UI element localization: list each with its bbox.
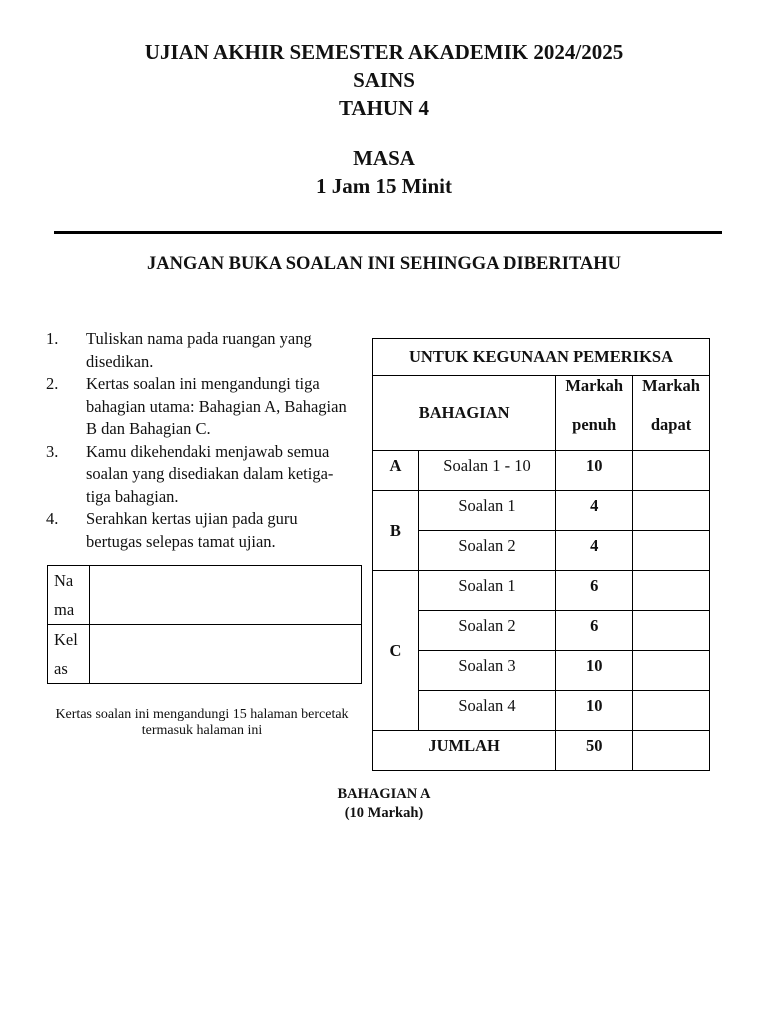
- section-a-label: A: [373, 451, 419, 491]
- table-row: [373, 531, 710, 571]
- instruction-item: [46, 508, 356, 553]
- instruction-item: [46, 373, 356, 441]
- question-cell: Soalan 3: [418, 651, 555, 691]
- table-row: [373, 651, 710, 691]
- section-marks: (10 Markah): [344, 805, 424, 821]
- full-marks-cell: 10: [556, 451, 633, 491]
- class-field[interactable]: [90, 625, 362, 684]
- table-row: [373, 571, 710, 611]
- obtained-marks-cell[interactable]: [633, 531, 710, 571]
- subject-title: SAINS: [353, 68, 415, 92]
- exam-title: UJIAN AKHIR SEMESTER AKADEMIK 2024/2025: [144, 40, 624, 64]
- time-label: MASA: [353, 146, 415, 170]
- instruction-text: Kertas soalan ini mengandungi tiga bahagian utama: Bahagian A, Bahagian B dan Bahagian C.: [86, 374, 347, 438]
- obtained-marks-cell[interactable]: [633, 451, 710, 491]
- student-identity-table: [47, 565, 362, 684]
- instruction-text: Kamu dikehendaki menjawab semua soalan yang disediakan dalam ketiga-tiga bahagian.: [86, 441, 334, 506]
- instruction-number: 4.: [46, 509, 59, 528]
- question-cell: Soalan 2: [418, 531, 555, 571]
- obtained-marks-cell[interactable]: [633, 571, 710, 611]
- full-marks-cell: 4: [556, 531, 633, 571]
- obtained-marks-cell[interactable]: [633, 691, 710, 731]
- question-cell: Soalan 1: [418, 571, 555, 611]
- instruction-number: 1.: [46, 329, 59, 348]
- instruction-item: [46, 328, 356, 373]
- section-column-header: BAHAGIAN: [373, 376, 556, 451]
- instruction-text: Serahkan kertas ujian pada guru bertugas selepas tamat ujian.: [86, 509, 298, 551]
- full-marks-cell: 10: [556, 651, 633, 691]
- year-title: TAHUN 4: [338, 96, 430, 120]
- obtained-marks-cell[interactable]: [633, 611, 710, 651]
- obtained-marks-header: Markah dapat: [633, 376, 710, 451]
- total-row: [373, 731, 710, 771]
- page-count-note: Kertas soalan ini mengandungi 15 halaman bercetak termasuk halaman ini: [55, 707, 349, 738]
- section-b-label: B: [373, 491, 419, 571]
- section-heading: [0, 785, 768, 823]
- section-title: BAHAGIAN A: [337, 786, 431, 802]
- instruction-number: 3.: [46, 441, 59, 461]
- total-obtained-cell[interactable]: [633, 731, 710, 771]
- question-cell: Soalan 2: [418, 611, 555, 651]
- full-marks-cell: 6: [556, 571, 633, 611]
- table-row: [373, 451, 710, 491]
- name-label: Na ma: [48, 566, 90, 625]
- full-marks-header: Markah penuh: [556, 376, 633, 451]
- examiner-table: [372, 338, 710, 771]
- full-marks-cell: 10: [556, 691, 633, 731]
- header-divider: [54, 231, 722, 234]
- table-row: [373, 491, 710, 531]
- full-marks-cell: 4: [556, 491, 633, 531]
- question-cell: Soalan 4: [418, 691, 555, 731]
- section-c-label: C: [373, 571, 419, 731]
- question-cell: Soalan 1 - 10: [418, 451, 555, 491]
- instructions-list: [46, 328, 356, 553]
- name-row: [48, 566, 362, 625]
- total-label: JUMLAH: [373, 731, 556, 771]
- table-row: [373, 691, 710, 731]
- full-marks-cell: 6: [556, 611, 633, 651]
- instruction-text: Tuliskan nama pada ruangan yang disedikan.: [86, 329, 312, 371]
- question-cell: Soalan 1: [418, 491, 555, 531]
- obtained-marks-cell[interactable]: [633, 651, 710, 691]
- class-label: Kel as: [48, 625, 90, 684]
- examiner-table-title: UNTUK KEGUNAAN PEMERIKSA: [373, 339, 710, 376]
- instruction-item: [46, 441, 356, 509]
- warning-text: JANGAN BUKA SOALAN INI SEHINGGA DIBERITAHU: [146, 254, 622, 274]
- obtained-marks-cell[interactable]: [633, 491, 710, 531]
- duration: 1 Jam 15 Minit: [316, 174, 452, 198]
- total-marks-cell: 50: [556, 731, 633, 771]
- name-field[interactable]: [90, 566, 362, 625]
- exam-header: [0, 38, 768, 200]
- table-row: [373, 611, 710, 651]
- class-row: [48, 625, 362, 684]
- instruction-number: 2.: [46, 374, 59, 393]
